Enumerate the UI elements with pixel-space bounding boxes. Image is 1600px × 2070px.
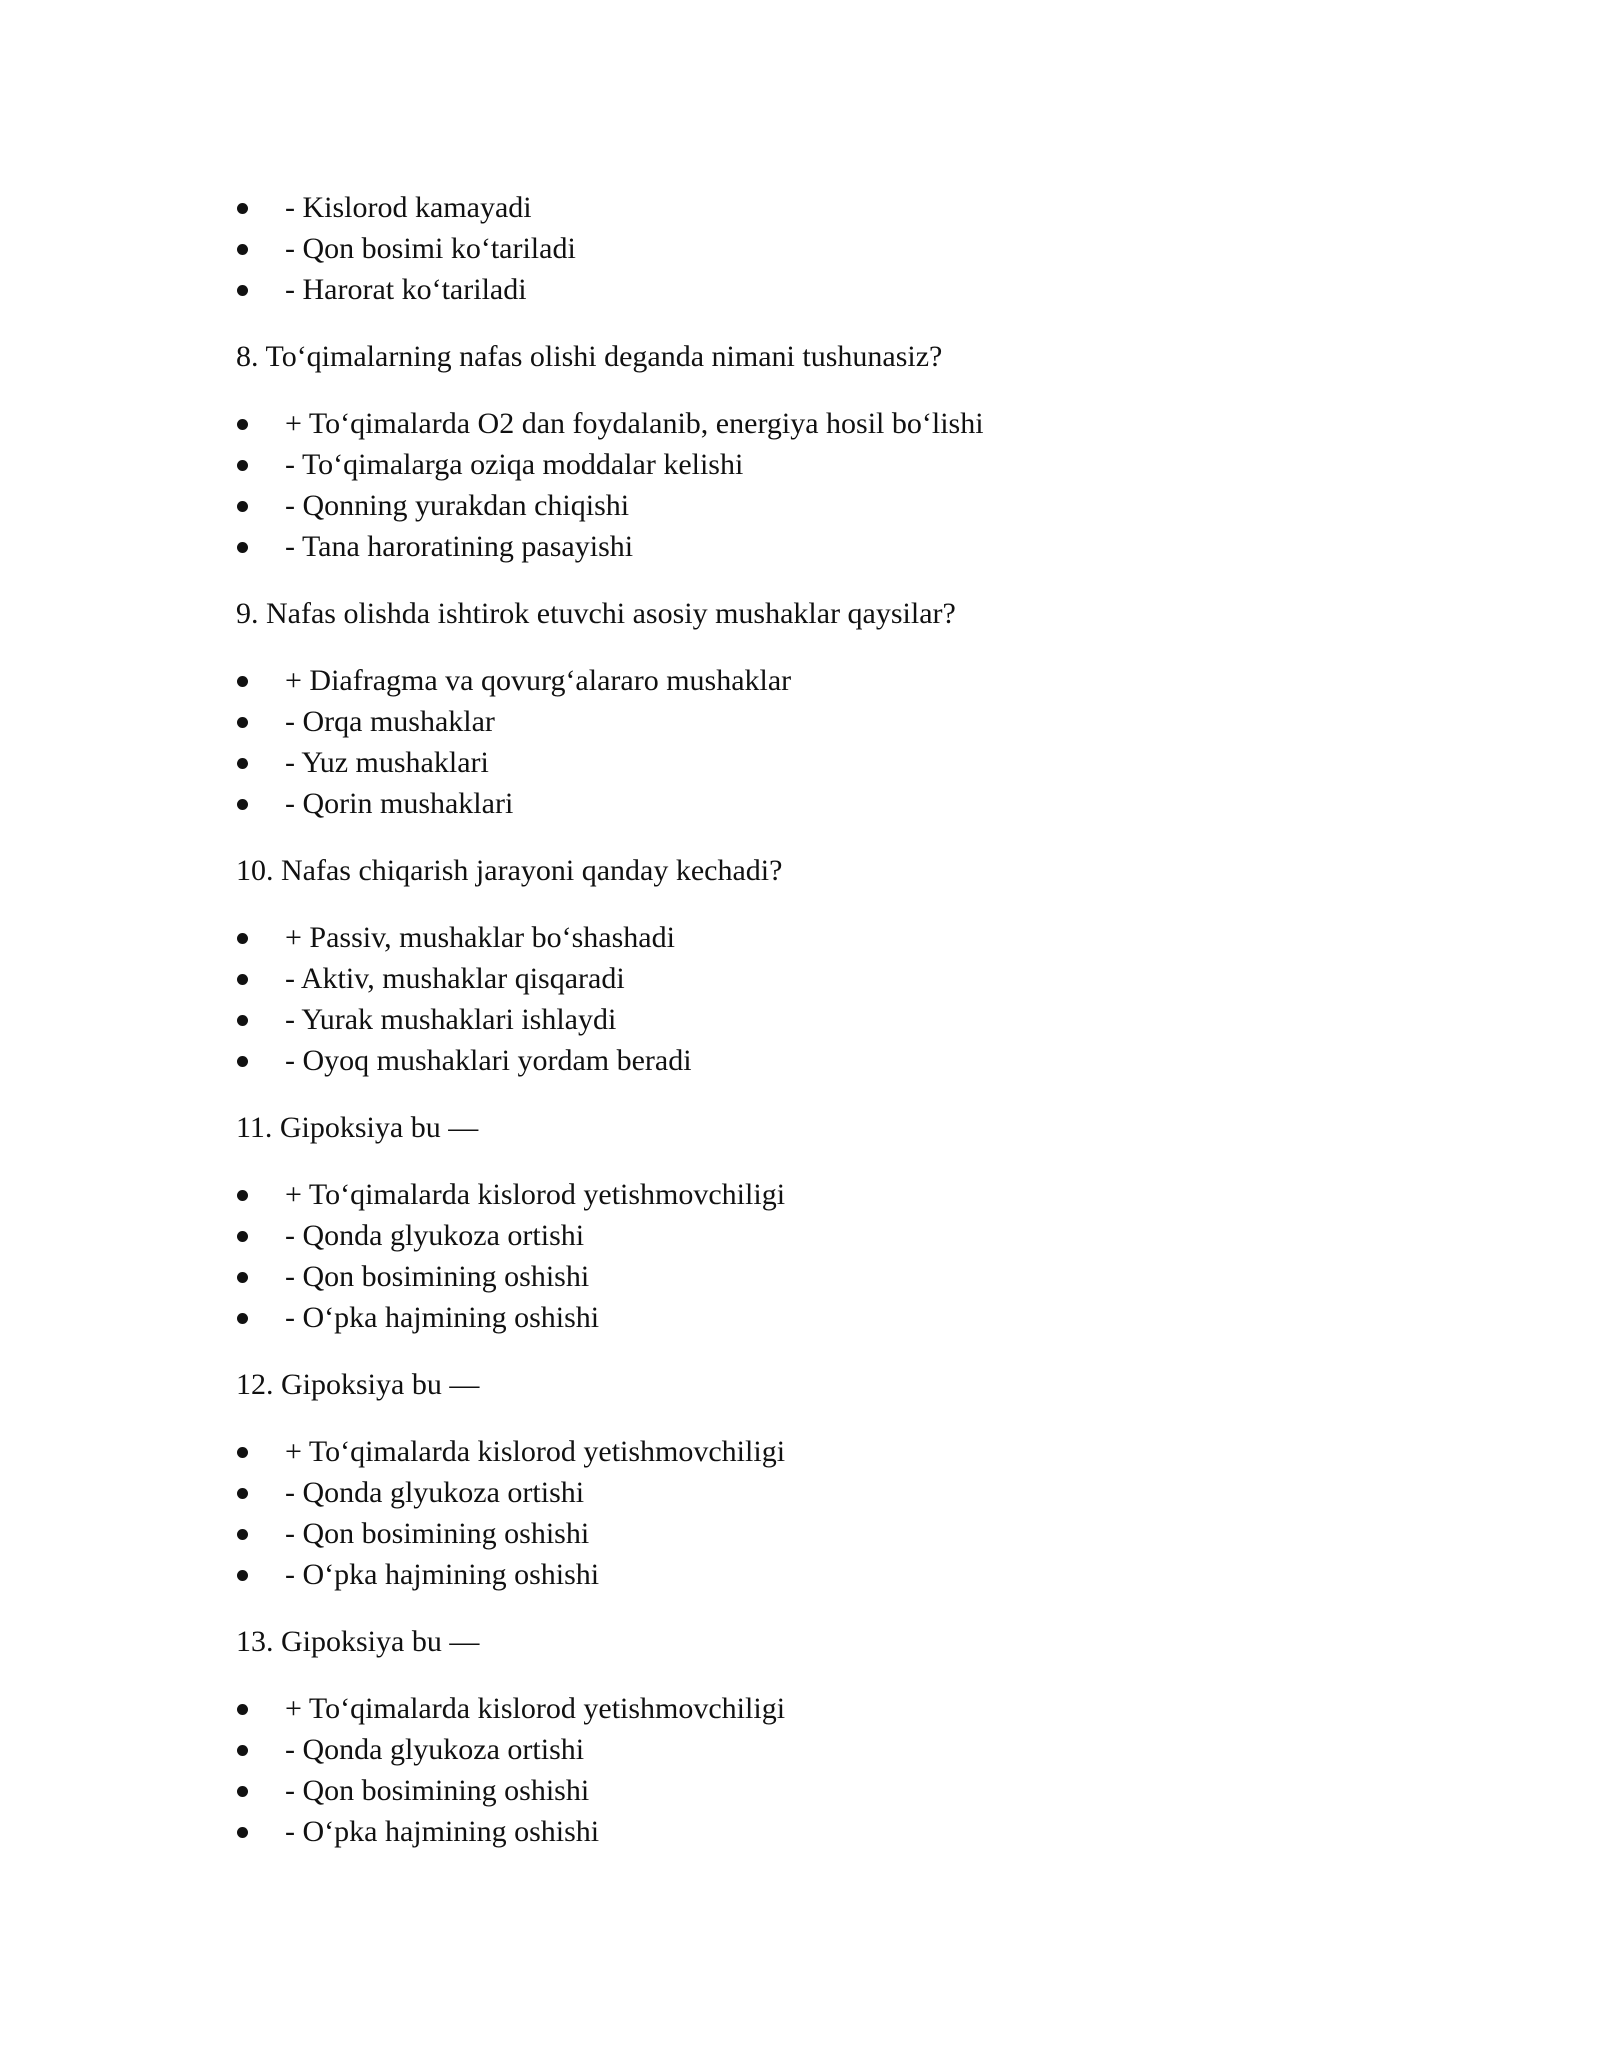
bullet-icon (237, 203, 248, 214)
option-text: - Qonda glyukoza ortishi (285, 1219, 585, 1252)
option-text: - Harorat ko‘tariladi (285, 273, 527, 306)
option-text: + Diafragma va qovurg‘alararo mushaklar (285, 664, 792, 697)
bullet-icon (237, 717, 248, 728)
bullet-icon (237, 1056, 248, 1067)
bullet-icon (237, 974, 248, 985)
option-text: - Orqa mushaklar (285, 705, 495, 738)
bullet-icon (237, 1827, 248, 1838)
question-text: 11. Gipoksiya bu — (236, 1111, 479, 1144)
bullet-icon (237, 1570, 248, 1581)
option-text: - Qon bosimining oshishi (285, 1774, 590, 1807)
option-text: - Qon bosimi ko‘tariladi (285, 232, 576, 265)
bullet-icon (237, 285, 248, 296)
option-text: - Kislorod kamayadi (285, 191, 532, 224)
bullet-icon (237, 933, 248, 944)
option-text: + To‘qimalarda O2 dan foydalanib, energiya hosil bo‘lishi (285, 407, 984, 440)
bullet-icon (237, 1190, 248, 1201)
bullet-icon (237, 1529, 248, 1540)
option-text: - Qon bosimining oshishi (285, 1517, 590, 1550)
option-text: - Oyoq mushaklari yordam beradi (285, 1044, 692, 1077)
option-text: - O‘pka hajmining oshishi (285, 1301, 600, 1334)
option-text: - Tana haroratining pasayishi (285, 530, 634, 563)
option-text: - Qon bosimining oshishi (285, 1260, 590, 1293)
question-text: 12. Gipoksiya bu — (236, 1368, 480, 1401)
option-text: + To‘qimalarda kislorod yetishmovchiligi (285, 1435, 786, 1468)
question-text: 13. Gipoksiya bu — (236, 1625, 480, 1658)
bullet-icon (237, 1704, 248, 1715)
bullet-icon (237, 758, 248, 769)
option-text: - Qonning yurakdan chiqishi (285, 489, 630, 522)
question-text: 10. Nafas chiqarish jarayoni qanday kechadi? (236, 854, 783, 887)
bullet-icon (237, 1786, 248, 1797)
option-text: + To‘qimalarda kislorod yetishmovchiligi (285, 1178, 786, 1211)
option-text: - To‘qimalarga oziqa moddalar kelishi (285, 448, 744, 481)
option-text: + Passiv, mushaklar bo‘shashadi (285, 921, 675, 954)
bullet-icon (237, 419, 248, 430)
option-text: - Yuz mushaklari (285, 746, 489, 779)
option-text: - O‘pka hajmining oshishi (285, 1815, 600, 1848)
option-text: - Qonda glyukoza ortishi (285, 1476, 585, 1509)
bullet-icon (237, 1015, 248, 1026)
question-text: 8. To‘qimalarning nafas olishi deganda nimani tushunasiz? (236, 340, 943, 373)
bullet-icon (237, 460, 248, 471)
bullet-icon (237, 1272, 248, 1283)
bullet-icon (237, 501, 248, 512)
option-text: - Yurak mushaklari ishlaydi (285, 1003, 617, 1036)
bullet-icon (237, 244, 248, 255)
question-text: 9. Nafas olishda ishtirok etuvchi asosiy mushaklar qaysilar? (236, 597, 956, 630)
bullet-icon (237, 1488, 248, 1499)
bullet-icon (237, 1313, 248, 1324)
bullet-icon (237, 799, 248, 810)
option-text: - Qorin mushaklari (285, 787, 514, 820)
option-text: + To‘qimalarda kislorod yetishmovchiligi (285, 1692, 786, 1725)
option-text: - Qonda glyukoza ortishi (285, 1733, 585, 1766)
option-text: - O‘pka hajmining oshishi (285, 1558, 600, 1591)
bullet-icon (237, 1447, 248, 1458)
bullet-icon (237, 676, 248, 687)
option-text: - Aktiv, mushaklar qisqaradi (285, 962, 625, 995)
bullet-icon (237, 1231, 248, 1242)
bullet-icon (237, 1745, 248, 1756)
bullet-icon (237, 542, 248, 553)
